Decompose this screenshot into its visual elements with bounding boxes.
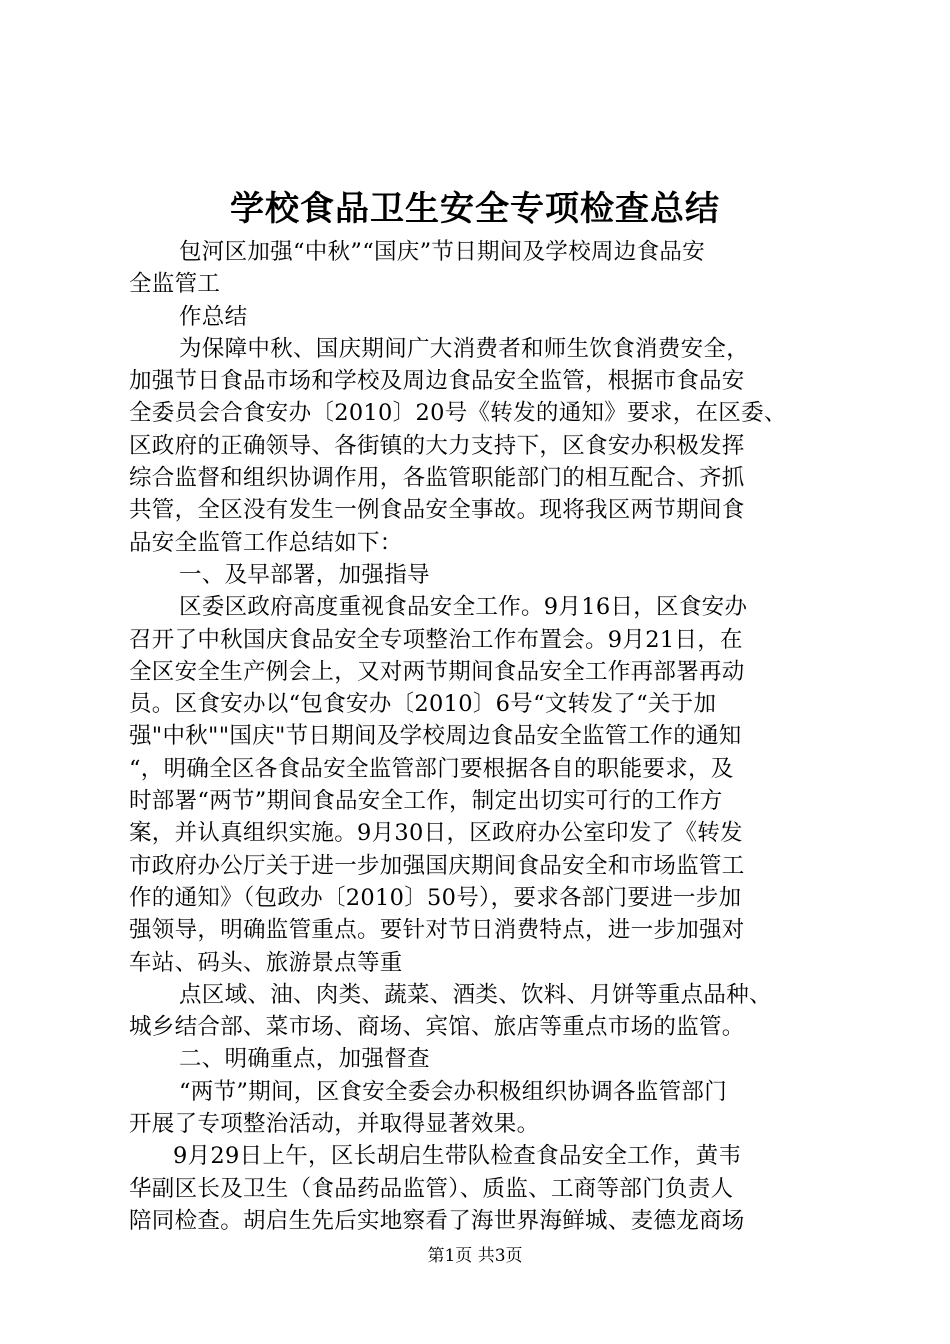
document-body [129, 236, 849, 1237]
paragraph-line: 为保障中秋、国庆期间广大消费者和师生饮食消费安全， [179, 335, 750, 362]
paragraph-line: 作总结 [179, 303, 248, 330]
paragraph-line: 9月29日上午，区长胡启生带队检查食品安全工作，黄韦 [173, 1143, 742, 1170]
paragraph-line: 品安全监管工作总结如下： [129, 529, 403, 556]
paragraph-line: 综合监督和组织协调作用，各监管职能部门的相互配合、齐抓 [129, 465, 745, 492]
paragraph-line: 全监管工 [129, 271, 221, 298]
paragraph-line: 城乡结合部、菜市场、商场、宾馆、旅店等重点市场的监管。 [129, 1014, 745, 1041]
paragraph-line: 强领导，明确监管重点。要针对节日消费特点，进一步加强对 [129, 917, 745, 944]
paragraph-line: 开展了专项整治活动，并取得显著效果。 [129, 1111, 540, 1138]
section-heading: 一、及早部署，加强指导 [179, 561, 430, 588]
paragraph-line: 员。区食安办以“包食安办〔2010〕6号“文转发了“关于加 [129, 691, 717, 718]
paragraph-line: “两节”期间，区食安全委会办积极组织协调各监管部门 [179, 1078, 728, 1105]
paragraph-line: 共管，全区没有发生一例食品安全事故。现将我区两节期间食 [129, 497, 745, 524]
paragraph-line: 市政府办公厅关于进一步加强国庆期间食品安全和市场监管工 [129, 852, 745, 879]
paragraph-line: 包河区加强“中秋”“国庆”节日期间及学校周边食品安 [179, 239, 706, 265]
paragraph-line: 华副区长及卫生（食品药品监管）、质监、工商等部门负责人 [129, 1175, 734, 1202]
page-number-footer: 第1页 共3页 [427, 1246, 523, 1266]
paragraph-line: 全区安全生产例会上，又对两节期间食品安全工作再部署再动 [129, 658, 745, 685]
paragraph-line: 陪同检查。胡启生先后实地察看了海世界海鲜城、麦德龙商场 [129, 1207, 745, 1234]
paragraph-line: 区政府的正确领导、各街镇的大力支持下，区食安办积极发挥 [129, 432, 745, 459]
paragraph-line: 时部署“两节”期间食品安全工作，制定出切实可行的工作方 [129, 788, 723, 815]
paragraph-line: 车站、码头、旅游景点等重 [129, 949, 403, 976]
paragraph-line: 点区域、油、肉类、蔬菜、酒类、饮料、月饼等重点品种、 [179, 981, 772, 1008]
section-heading: 二、明确重点，加强督查 [179, 1046, 430, 1073]
paragraph-line: 作的通知》（包政办〔2010〕50号），要求各部门要进一步加 [129, 884, 742, 911]
paragraph-line: “，明确全区各食品安全监管部门要根据各自的职能要求，及 [129, 755, 734, 782]
paragraph-line: 加强节日食品市场和学校及周边食品安全监管，根据市食品安 [129, 368, 745, 395]
paragraph-line: 全委员会合食安办〔2010〕20号《转发的通知》要求，在区委、 [129, 400, 787, 427]
paragraph-line: 强"中秋""国庆"节日期间及学校周边食品安全监管工作的通知 [129, 723, 742, 750]
document-title: 学校食品卫生安全专项检查总结 [230, 189, 720, 229]
paragraph-line: 案，并认真组织实施。9月30日，区政府办公室印发了《转发 [129, 820, 743, 847]
paragraph-line: 召开了中秋国庆食品安全专项整治工作布置会。9月21日，在 [129, 626, 743, 653]
paragraph-line: 区委区政府高度重视食品安全工作。9月16日，区食安办 [179, 594, 748, 621]
